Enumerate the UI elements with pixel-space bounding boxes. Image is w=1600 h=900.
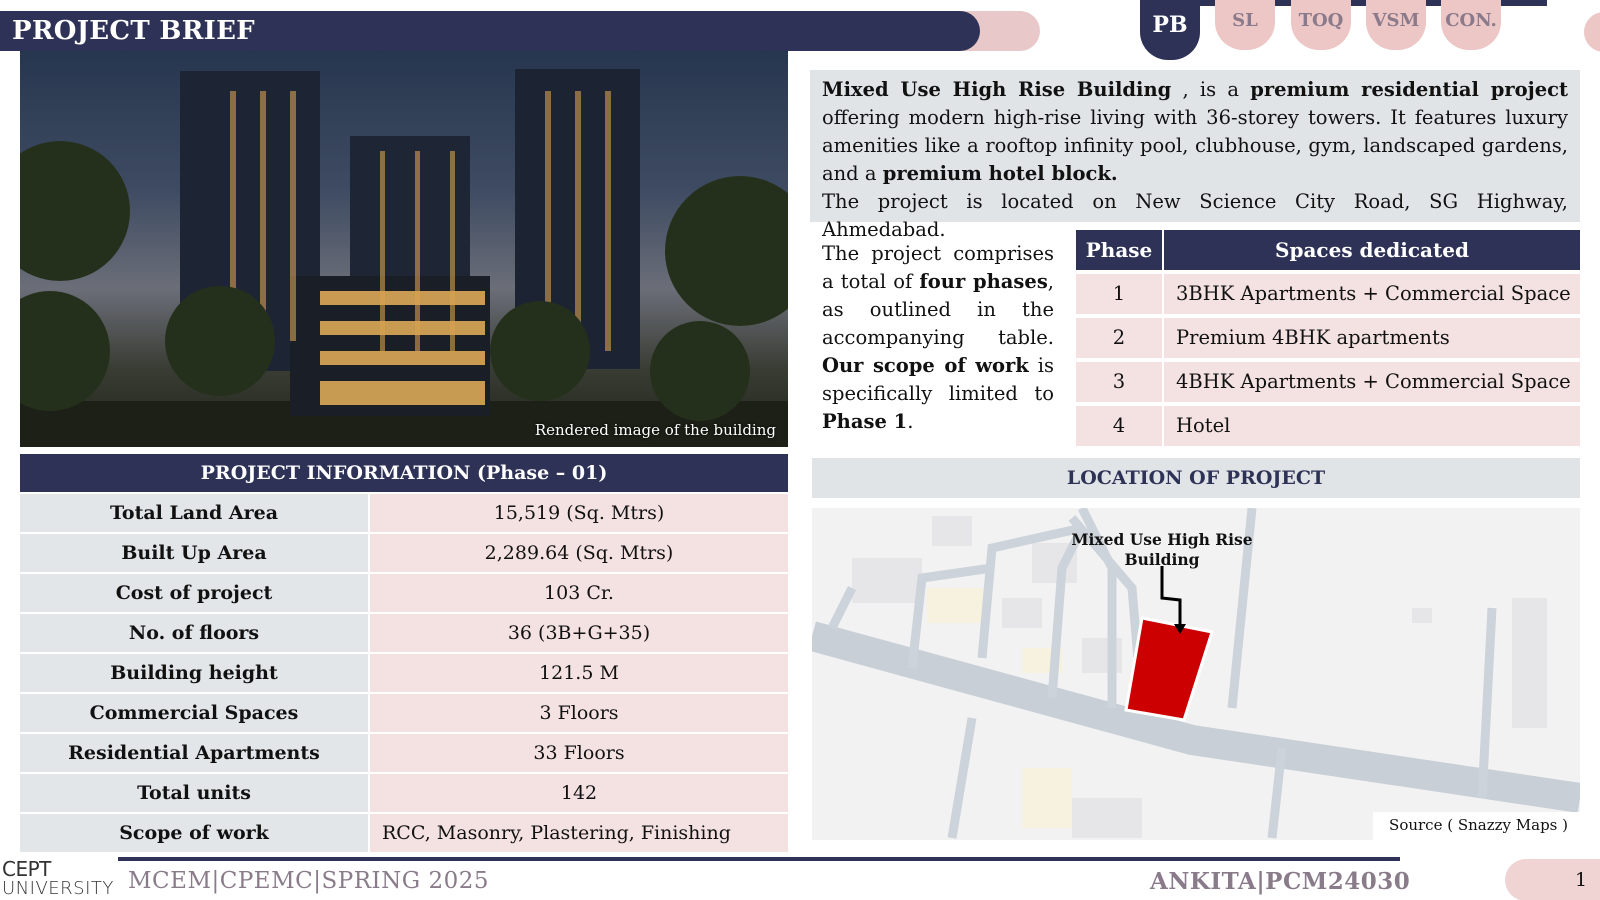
info-row	[20, 614, 788, 652]
info-value: 2,289.64 (Sq. Mtrs)	[370, 534, 788, 572]
phase-number: 2	[1076, 318, 1162, 358]
tab-toq[interactable]: TOQ	[1291, 0, 1351, 50]
desc-highlight: premium residential project	[1250, 78, 1568, 101]
phase-table-header	[1076, 230, 1580, 270]
info-value: 103 Cr.	[370, 574, 788, 612]
info-row	[20, 654, 788, 692]
table-row	[1076, 318, 1580, 358]
table-row	[1076, 274, 1580, 314]
info-label: Total units	[20, 774, 368, 812]
project-location-text: The project is located on New Science City Road, SG Highway, Ahmedabad.	[822, 190, 1568, 241]
phases-highlight: Our scope of work	[822, 354, 1029, 377]
phase-number: 4	[1076, 406, 1162, 446]
project-info-table	[20, 494, 788, 854]
info-row	[20, 734, 788, 772]
phase-number: 1	[1076, 274, 1162, 314]
phase-space: Hotel	[1164, 406, 1580, 446]
render-caption: Rendered image of the building	[534, 421, 776, 439]
info-row	[20, 774, 788, 812]
phases-text: , as outlined in the accompanying table.	[822, 270, 1054, 349]
location-title: LOCATION OF PROJECT	[812, 458, 1580, 498]
location-map	[812, 508, 1580, 840]
info-value: 36 (3B+G+35)	[370, 614, 788, 652]
phase-space: Premium 4BHK apartments	[1164, 318, 1580, 358]
info-row	[20, 534, 788, 572]
course-info: MCEM|CPEMC|SPRING 2025	[128, 868, 489, 894]
desc-highlight: premium hotel block.	[882, 162, 1118, 185]
phase-space: 4BHK Apartments + Commercial Space	[1164, 362, 1580, 402]
phases-highlight: four phases	[919, 270, 1048, 293]
info-row	[20, 574, 788, 612]
site-marker-label: Mixed Use High Rise Building	[1071, 530, 1253, 569]
header-bar	[0, 11, 980, 51]
phases-highlight: Phase 1	[822, 410, 908, 433]
project-info-title: PROJECT INFORMATION (Phase – 01)	[20, 454, 788, 492]
phase-header-cell: Phase	[1076, 230, 1162, 270]
university-logo-bottom: UNIVERSITY	[2, 878, 114, 899]
page-number: 1	[1505, 859, 1600, 900]
table-row	[1076, 362, 1580, 402]
phase-table	[1076, 230, 1580, 450]
building-render-illustration	[20, 51, 788, 447]
building-render-image	[20, 51, 788, 447]
info-row	[20, 494, 788, 532]
phase-space: 3BHK Apartments + Commercial Space	[1164, 274, 1580, 314]
info-row	[20, 694, 788, 732]
university-logo-top: CEPT	[2, 857, 51, 881]
info-label: Commercial Spaces	[20, 694, 368, 732]
project-name: Mixed Use High Rise Building	[822, 78, 1172, 101]
info-label: Cost of project	[20, 574, 368, 612]
phases-text: The project comprises a total of	[822, 242, 1054, 293]
info-label: No. of floors	[20, 614, 368, 652]
table-row	[1076, 406, 1580, 446]
footer-divider	[118, 857, 1400, 861]
project-description	[810, 70, 1580, 241]
info-value: 121.5 M	[370, 654, 788, 692]
info-label: Building height	[20, 654, 368, 692]
info-value: 142	[370, 774, 788, 812]
info-row	[20, 814, 788, 852]
info-label: Total Land Area	[20, 494, 368, 532]
tab-vsm[interactable]: VSM	[1366, 0, 1426, 50]
map-source: Source ( Snazzy Maps )	[1373, 812, 1580, 840]
nav-edge-pill	[1584, 12, 1600, 52]
info-label: Built Up Area	[20, 534, 368, 572]
phases-summary	[822, 240, 1054, 436]
info-value: 33 Floors	[370, 734, 788, 772]
author-info: ANKITA|PCM24030	[1150, 868, 1411, 895]
info-label: Residential Apartments	[20, 734, 368, 772]
page-title: PROJECT BRIEF	[12, 16, 255, 46]
spaces-header-cell: Spaces dedicated	[1164, 230, 1580, 270]
desc-text: offering modern high-rise living with 36-storey towers. It features luxury amenities like a rooftop infinity pool, clubhouse, gym, landscaped gardens, and a	[822, 106, 1568, 185]
phases-text: .	[907, 410, 914, 433]
info-value: 15,519 (Sq. Mtrs)	[370, 494, 788, 532]
desc-text: , is a	[1171, 78, 1251, 101]
tab-con[interactable]: CON.	[1441, 0, 1501, 50]
info-value: RCC, Masonry, Plastering, Finishing	[370, 814, 788, 852]
info-label: Scope of work	[20, 814, 368, 852]
phases-text: is specifically limited to	[822, 354, 1054, 405]
phase-number: 3	[1076, 362, 1162, 402]
info-value: 3 Floors	[370, 694, 788, 732]
tab-pb[interactable]: PB	[1140, 0, 1200, 60]
tab-sl[interactable]: SL	[1215, 0, 1275, 50]
